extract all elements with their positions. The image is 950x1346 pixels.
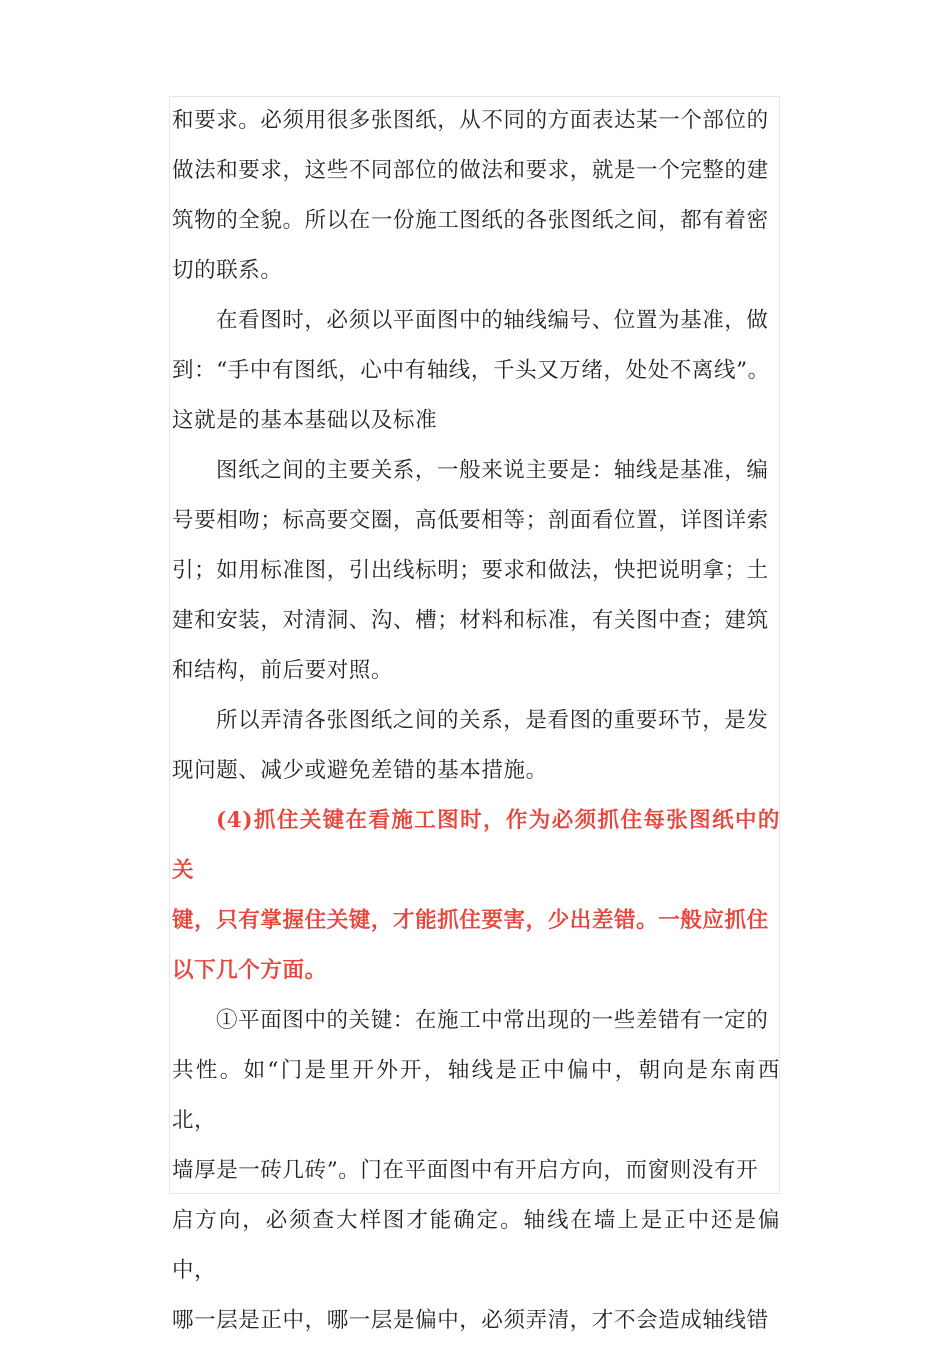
paragraph-axis-reference <box>172 296 780 446</box>
text-line: 引；如用标准图，引出线标明；要求和做法，快把说明拿；土 <box>172 558 769 583</box>
text-line: 切的联系。 <box>172 258 283 283</box>
text-line: 这就是的基本基础以及标准 <box>172 408 438 433</box>
text-line: 筑物的全貌。所以在一份施工图纸的各张图纸之间，都有着密 <box>172 208 769 233</box>
text-line: 和结构，前后要对照。 <box>172 658 394 683</box>
text-line: 哪一层是正中，哪一层是偏中，必须弄清，才不会造成轴线错 <box>172 1308 769 1333</box>
text-line: (4)抓住关键在看施工图时，作为必须抓住每张图纸中的关 <box>172 808 780 883</box>
text-line: 共性。如“门是里开外开，轴线是正中偏中，朝向是东南西北， <box>172 1058 780 1133</box>
text-line: 现问题、减少或避免差错的基本措施。 <box>172 758 548 783</box>
text-line: 图纸之间的主要关系，一般来说主要是：轴线是基准，编 <box>216 458 769 483</box>
text-line: 建和安装，对清洞、沟、槽；材料和标准，有关图中查；建筑 <box>172 608 769 633</box>
paragraph-drawing-relations <box>172 446 780 696</box>
text-line: 启方向，必须查大样图才能确定。轴线在墙上是正中还是偏中， <box>172 1208 780 1283</box>
text-line: 以下几个方面。 <box>172 958 327 983</box>
text-line: 到：“手中有图纸，心中有轴线，千头又万绪，处处不离线”。 <box>172 358 770 383</box>
text-line: 所以弄清各张图纸之间的关系，是看图的重要环节，是发 <box>216 708 769 733</box>
document-body <box>172 96 780 1346</box>
section-heading-key-points <box>172 796 780 996</box>
text-line: 和要求。必须用很多张图纸，从不同的方面表达某一个部位的 <box>172 108 769 133</box>
text-line: 号要相吻；标高要交圈，高低要相等；剖面看位置，详图详索 <box>172 508 769 533</box>
text-line: 键，只有掌握住关键，才能抓住要害，少出差错。一般应抓住 <box>172 908 769 933</box>
text-line: 墙厚是一砖几砖”。门在平面图中有开启方向，而窗则没有开 <box>172 1158 759 1183</box>
paragraph-plan-keys <box>172 996 780 1346</box>
text-line: ①平面图中的关键：在施工中常出现的一些差错有一定的 <box>216 1008 769 1033</box>
paragraph-importance <box>172 696 780 796</box>
paragraph-continuation <box>172 96 780 296</box>
text-line: 做法和要求，这些不同部位的做法和要求，就是一个完整的建 <box>172 158 769 183</box>
text-line: 在看图时，必须以平面图中的轴线编号、位置为基准，做 <box>216 308 769 333</box>
